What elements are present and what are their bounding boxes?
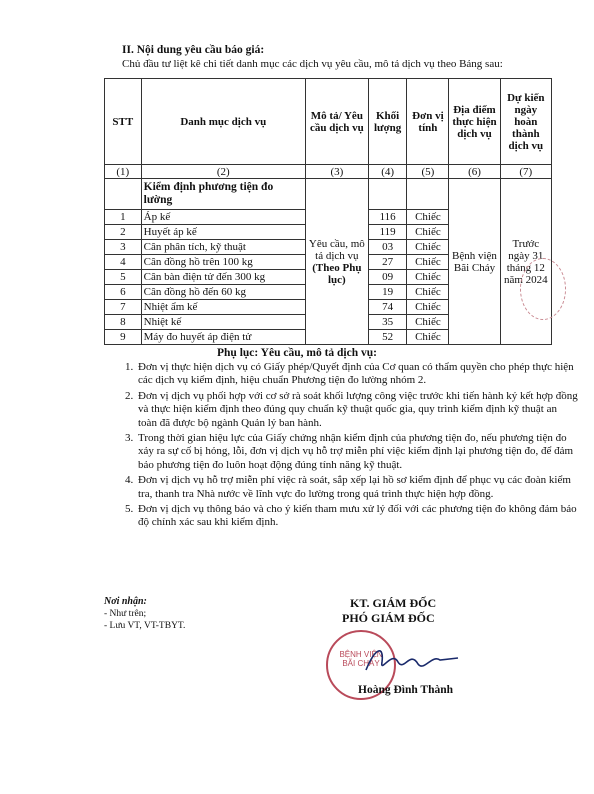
row-unit: Chiếc — [407, 330, 449, 345]
row-qty: 35 — [368, 315, 407, 330]
row-name: Áp kế — [141, 210, 305, 225]
appendix-title: Phụ lục: Yêu cầu, mô tả dịch vụ: — [217, 347, 377, 359]
appendix-item: 1. Đơn vị thực hiện dịch vụ có Giấy phép/Quyết định của Cơ quan có thẩm quyền cho phép thực hiện các dịch vụ kiểm định, hiệu chuẩn Phương tiện đo lường nhóm 2. — [136, 361, 578, 388]
section-title: II. Nội dung yêu cầu báo giá: — [122, 44, 265, 56]
handwritten-signature — [362, 640, 462, 680]
row-name: Cân đồng hồ đến 60 kg — [141, 285, 305, 300]
row-stt: 5 — [105, 270, 142, 285]
row-unit: Chiếc — [407, 270, 449, 285]
group-title: Kiểm định phương tiện đo lường — [141, 179, 305, 210]
row-stt: 2 — [105, 225, 142, 240]
row-stt: 1 — [105, 210, 142, 225]
row-qty: 27 — [368, 255, 407, 270]
location-cell: Bệnh viện Bãi Cháy — [449, 179, 500, 345]
col-number: (5) — [407, 165, 449, 179]
appendix-item: 3. Trong thời gian hiệu lực của Giấy chứng nhận kiểm định của phương tiện đo, nếu phương tiện đo xảy ra sự cố bị hỏng, lỗi, đơn vị dịch vụ hỗ trợ miễn phí việc kiểm định lại phương tiện đo, để đảm bảo phương tiện đo luôn hoạt động đúng tính năng kỹ thuật. — [136, 432, 578, 472]
row-unit: Chiếc — [407, 210, 449, 225]
row-qty: 19 — [368, 285, 407, 300]
row-name: Huyết áp kế — [141, 225, 305, 240]
row-name: Nhiệt kế — [141, 315, 305, 330]
description-appendix-ref: (Theo Phụ lục) — [312, 261, 362, 286]
seal-mark — [520, 258, 566, 320]
header-description: Mô tả/ Yêu cầu dịch vụ — [305, 79, 368, 165]
header-stt: STT — [105, 79, 142, 165]
signer-name: Hoàng Đình Thành — [358, 684, 454, 696]
services-table — [104, 78, 552, 345]
row-qty: 03 — [368, 240, 407, 255]
appendix-item: 5. Đơn vị dịch vụ thông báo và cho ý kiến tham mưu xử lý đối với các phương tiện đo không đảm bảo độ chính xác sau khi kiểm định. — [136, 503, 578, 530]
row-unit: Chiếc — [407, 285, 449, 300]
recipients-label: Nơi nhận: — [104, 596, 147, 607]
row-stt: 3 — [105, 240, 142, 255]
appendix-list — [118, 361, 578, 532]
header-location: Địa điểm thực hiện dịch vụ — [449, 79, 500, 165]
recipient-line: - Lưu VT, VT-TBYT. — [104, 621, 186, 631]
row-name: Cân bàn điện tử đến 300 kg — [141, 270, 305, 285]
recipients-block — [104, 596, 185, 632]
row-qty: 09 — [368, 270, 407, 285]
table-header-row — [105, 79, 552, 165]
col-number: (3) — [305, 165, 368, 179]
row-stt: 8 — [105, 315, 142, 330]
row-unit: Chiếc — [407, 240, 449, 255]
row-stt: 6 — [105, 285, 142, 300]
col-number: (2) — [141, 165, 305, 179]
group-row — [105, 179, 552, 210]
section-intro: Chủ đầu tư liệt kê chi tiết danh mục các dịch vụ yêu cầu, mô tả dịch vụ theo Bảng sau: — [122, 58, 503, 70]
row-name: Máy đo huyết áp điện tử — [141, 330, 305, 345]
row-stt: 7 — [105, 300, 142, 315]
column-number-row — [105, 165, 552, 179]
row-qty: 52 — [368, 330, 407, 345]
row-name: Nhiệt ẩm kế — [141, 300, 305, 315]
row-unit: Chiếc — [407, 315, 449, 330]
recipient-line: - Như trên; — [104, 609, 147, 619]
stamp-line: BÃI CHÁY — [342, 659, 380, 668]
row-stt: 9 — [105, 330, 142, 345]
row-unit: Chiếc — [407, 225, 449, 240]
header-deadline: Dự kiến ngày hoàn thành dịch vụ — [500, 79, 551, 165]
header-quantity: Khối lượng — [368, 79, 407, 165]
stamp-line: BỆNH VIỆN — [339, 650, 383, 659]
col-number: (7) — [500, 165, 551, 179]
header-unit: Đơn vị tính — [407, 79, 449, 165]
row-qty: 116 — [368, 210, 407, 225]
header-service: Danh mục dịch vụ — [141, 79, 305, 165]
row-stt: 4 — [105, 255, 142, 270]
deadline-cell: Trước ngày 31 tháng 12 năm 2024 — [500, 179, 551, 345]
col-number: (6) — [449, 165, 500, 179]
col-number: (4) — [368, 165, 407, 179]
row-name: Cân phân tích, kỹ thuật — [141, 240, 305, 255]
signature-subtitle: PHÓ GIÁM ĐỐC — [342, 611, 435, 625]
row-unit: Chiếc — [407, 255, 449, 270]
row-unit: Chiếc — [407, 300, 449, 315]
appendix-item: 4. Đơn vị dịch vụ hỗ trợ miễn phí việc rà soát, sắp xếp lại hồ sơ kiểm định để phục vụ các đoàn kiểm tra, thanh tra Nhà nước về lĩnh vực đo lường trong quá trình thực hiện hợp đồng. — [136, 474, 578, 501]
row-qty: 119 — [368, 225, 407, 240]
description-cell — [305, 179, 368, 345]
signature-title: KT. GIÁM ĐỐC — [350, 596, 437, 610]
col-number: (1) — [105, 165, 142, 179]
description-text: Yêu cầu, mô tả dịch vụ — [308, 237, 365, 262]
appendix-item: 2. Đơn vị dịch vụ phối hợp với cơ sở rà soát khối lượng công việc trước khi tiến hành ký kết hợp đồng và thực hiện kiểm định theo đúng quy chuẩn kỹ thuật quốc gia, quy trình kiểm định kỹ thuật an toàn đã được bộ ngành Quản lý ban hành. — [136, 390, 578, 430]
row-name: Cân đồng hồ trên 100 kg — [141, 255, 305, 270]
row-qty: 74 — [368, 300, 407, 315]
